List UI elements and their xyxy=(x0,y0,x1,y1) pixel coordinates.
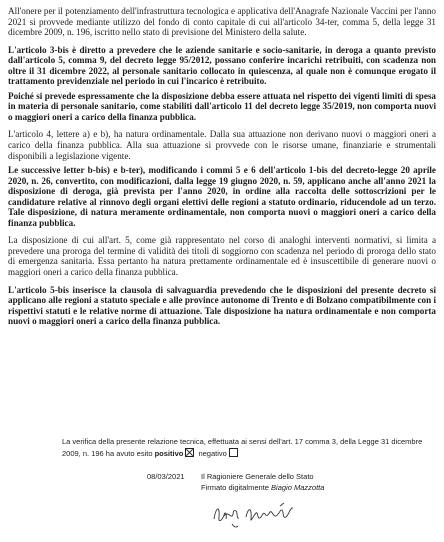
checkbox-negative xyxy=(229,448,238,457)
paragraph-article-4-bbis-bter: Le successive letter b-bis) e b-ter), modificando i commi 5 e 6 dell'articolo 1-bis del decreto-legge 20 aprile 2020, n. 26, convertito, con modificazioni, dalla legge 19 giugno 2020, n. 59, applicano anche all'anno 2021 la disposizione di deroga, già prevista per l'anno 2020, in ordine alla raccolta delle sottoscrizioni per le candidature relative al rinnovo degli organi elettivi delle regioni a statuto ordinario, riducendole ad un terzo. Tale disposizione, di natura meramente ordinamentale, non comporta nuovi o maggiori oneri a carico della finanza pubblica. xyxy=(8,165,436,228)
paragraph-article-3bis: L'articolo 3-bis è diretto a prevedere che le aziende sanitarie e socio-sanitarie, in deroga a quanto previsto dall'articolo 5, comma 9, del decreto legge 95/2012, possano conferire incarichi retribuiti, con scadenza non oltre il 31 dicembre 2022, al personale sanitario collocato in quiescenza, al quale non è comunque erogato il trattamento previdenziale nel periodo in cui l'incarico è retribuito. xyxy=(8,44,436,87)
signer-name: Biagio Mazzotta xyxy=(271,483,325,492)
paragraph-article-4: L'articolo 4, lettere a) e b), ha natura ordinamentale. Dalla sua attuazione non derivano nuovi o maggiori oneri a carico della finanza pubblica. Alla sua attuazione si provvede con le risorse umane, finanziarie e strumentali disponibili a legislazione vigente. xyxy=(8,129,436,161)
signer-info xyxy=(201,471,431,493)
verification-note-text: La verifica della presente relazione tecnica, effettuata ai sensi dell'art. 17 comma 3, della Legge 31 dicembre 2009, n. 196 ha avuto esito xyxy=(62,437,423,458)
paragraph-article-3bis-limits: Poiché si prevede espressamente che la disposizione debba essere attuata nel rispetto dei vigenti limiti di spesa in materia di personale sanitario, come stabiliti dall'articolo 11 del decreto legge 35/2019, non comporta nuovi o maggiori oneri a carico della finanza pubblica. xyxy=(8,90,436,122)
handwritten-signature xyxy=(210,497,300,531)
signed-label: Firmato digitalmente xyxy=(201,483,269,492)
paragraph-funding: All'onere per il potenziamento dell'infrastruttura tecnologica e applicativa dell'Anagrafe Nazionale Vaccini per l'anno 2021 si provvede mediante utilizzo del fondo di conto capitale di cui all'articolo 34-ter, comma 5, della legge 31 dicembre 2009, n. 196, iscritto nello stato di previsione del Ministero della salute. xyxy=(8,6,436,38)
paragraph-article-5bis: L'articolo 5-bis inserisce la clausola di salvaguardia prevedendo che le disposizioni del presente decreto si applicano alle regioni a statuto speciale e alle province autonome di Trento e di Bolzano compatibilmente con i rispettivi statuti e le relative norme di attuazione. Tale disposizione ha natura ordinamentale e non comporta nuovi o maggiori oneri a carico della finanza pubblica. xyxy=(8,284,436,327)
signed-digitally-line xyxy=(201,482,431,493)
signature-date: 08/03/2021 xyxy=(147,472,185,481)
document-body xyxy=(8,6,436,334)
paragraph-article-5: La disposizione di cui all'art. 5, come già rappresentato nel corso di analoghi interventi normativi, si limita a prevedere una proroga del termine di validità dei titoli di soggiorno con scadenza nel periodo di proroga dello stato di emergenza sanitaria. Essa pertanto ha natura prettamente ordinamentale ed è insuscettibile di generare nuovi o maggiori oneri a carico della finanza pubblica. xyxy=(8,235,436,278)
checkbox-positive xyxy=(185,448,194,457)
signer-title: Il Ragioniere Generale dello Stato xyxy=(201,472,314,481)
verification-footer xyxy=(62,437,432,460)
option-negative-label: negativo xyxy=(198,448,227,458)
verification-note xyxy=(62,437,432,460)
option-positive-label: positivo xyxy=(154,448,184,458)
